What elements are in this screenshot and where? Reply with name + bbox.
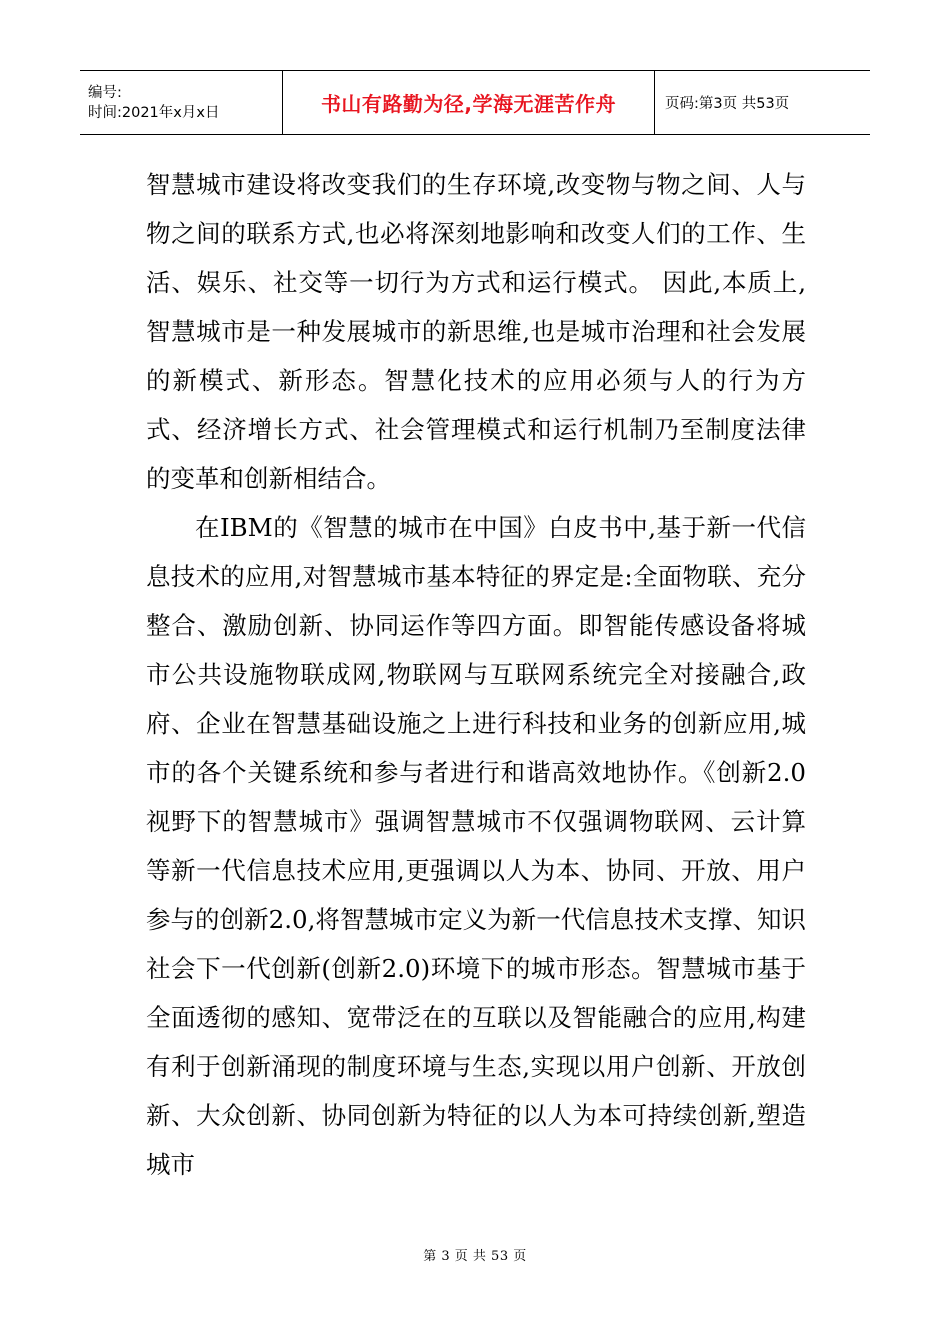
header-motto-cell [283, 71, 655, 134]
header-page-info: 页码:第3页 共53页 [665, 96, 790, 112]
body-paragraph-2: 在IBM的《智慧的城市在中国》白皮书中,基于新一代信息技术的应用,对智慧城市基本特征的界定是:全面物联、充分整合、激励创新、协同运作等四方面。即智能传感设备将城市公共设施物联成网,物联网与互联网系统完全对接融合,政府、企业在智慧基础设施之上进行科技和业务的创新应用,城市的各个关键系统和参与者进行和谐高效地协作。《创新2.0视野下的智慧城市》强调智慧城市不仅强调物联网、云计算等新一代信息技术应用,更强调以人为本、协同、开放、用户参与的创新2.0,将智慧城市定义为新一代信息技术支撑、知识社会下一代创新(创新2.0)环境下的城市形态。智慧城市基于全面透彻的感知、宽带泛在的互联以及智能融合的应用,构建有利于创新涌现的制度环境与生态,实现以用户创新、开放创新、大众创新、协同创新为特征的以人为本可持续创新,塑造城市 [146, 513, 806, 1179]
document-body [146, 160, 806, 1189]
document-date: 时间:2021年x月x日 [88, 104, 220, 121]
document-number-label: 编号: [88, 84, 122, 101]
document-header [80, 70, 870, 135]
header-page-cell [655, 71, 870, 134]
header-motto: 书山有路勤为径,学海无涯苦作舟 [320, 92, 617, 116]
header-meta-cell [80, 71, 283, 134]
page-footer: 第 3 页 共 53 页 [423, 1249, 527, 1264]
body-paragraph-1: 智慧城市建设将改变我们的生存环境,改变物与物之间、人与物之间的联系方式,也必将深刻地影响和改变人们的工作、生活、娱乐、社交等一切行为方式和运行模式。 因此,本质上,智慧城市是一种发展城市的新思维,也是城市治理和社会发展的新模式、新形态。智慧化技术的应用必须与人的行为方式、经济增长方式、社会管理模式和运行机制乃至制度法律的变革和创新相结合。 [146, 170, 806, 493]
